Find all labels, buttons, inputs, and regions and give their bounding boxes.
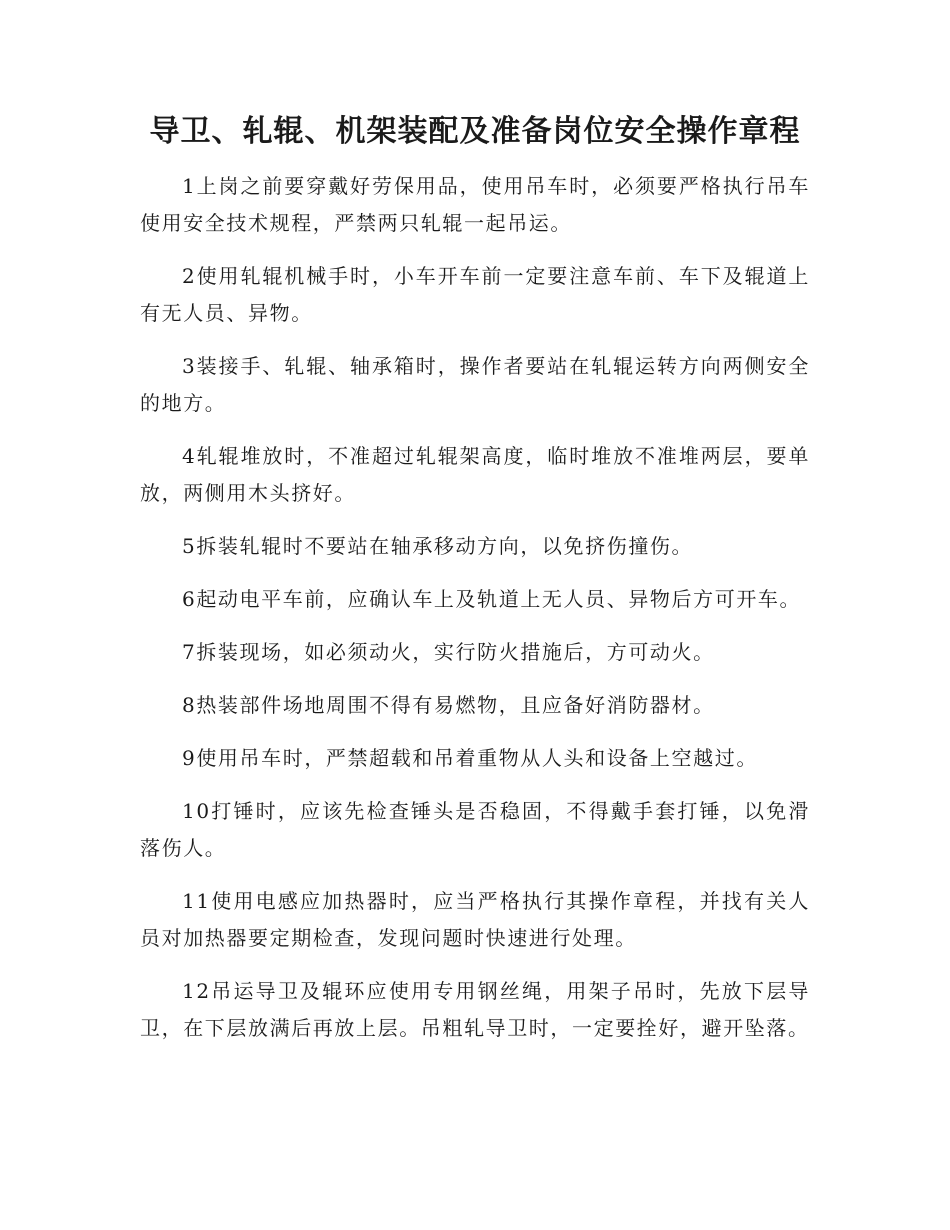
paragraph-11: 11使用电感应加热器时，应当严格执行其操作章程，并找有关人员对加热器要定期检查，发现问题时快速进行处理。 [140, 889, 810, 950]
paragraph-3: 3装接手、轧辊、轴承箱时，操作者要站在轧辊运转方向两侧安全的地方。 [140, 354, 810, 415]
paragraph-10: 10打锤时，应该先检查锤头是否稳固，不得戴手套打锤，以免滑落伤人。 [140, 799, 810, 860]
document-body [140, 168, 810, 1063]
paragraph-6: 6起动电平车前，应确认车上及轨道上无人员、异物后方可开车。 [182, 587, 802, 611]
paragraph-8: 8热装部件场地周围不得有易燃物，且应备好消防器材。 [182, 693, 715, 717]
paragraph-4: 4轧辊堆放时，不准超过轧辊架高度，临时堆放不准堆两层，要单放，两侧用木头挤好。 [140, 444, 810, 505]
paragraph-1: 1上岗之前要穿戴好劳保用品，使用吊车时，必须要严格执行吊车使用安全技术规程，严禁两只轧辊一起吊运。 [140, 174, 810, 235]
paragraph-2: 2使用轧辊机械手时，小车开车前一定要注意车前、车下及辊道上有无人员、异物。 [140, 264, 810, 325]
paragraph-9: 9使用吊车时，严禁超载和吊着重物从人头和设备上空越过。 [182, 746, 758, 770]
paragraph-5: 5拆装轧辊时不要站在轴承移动方向，以免挤伤撞伤。 [182, 534, 694, 558]
paragraph-7: 7拆装现场，如必须动火，实行防火措施后，方可动火。 [182, 640, 715, 664]
paragraph-12: 12吊运导卫及辊环应使用专用钢丝绳，用架子吊时，先放下层导卫，在下层放满后再放上层。吊粗轧导卫时，一定要拴好，避开坠落。 [140, 979, 810, 1040]
document-title: 导卫、轧辊、机架装配及准备岗位安全操作章程 [149, 114, 801, 149]
